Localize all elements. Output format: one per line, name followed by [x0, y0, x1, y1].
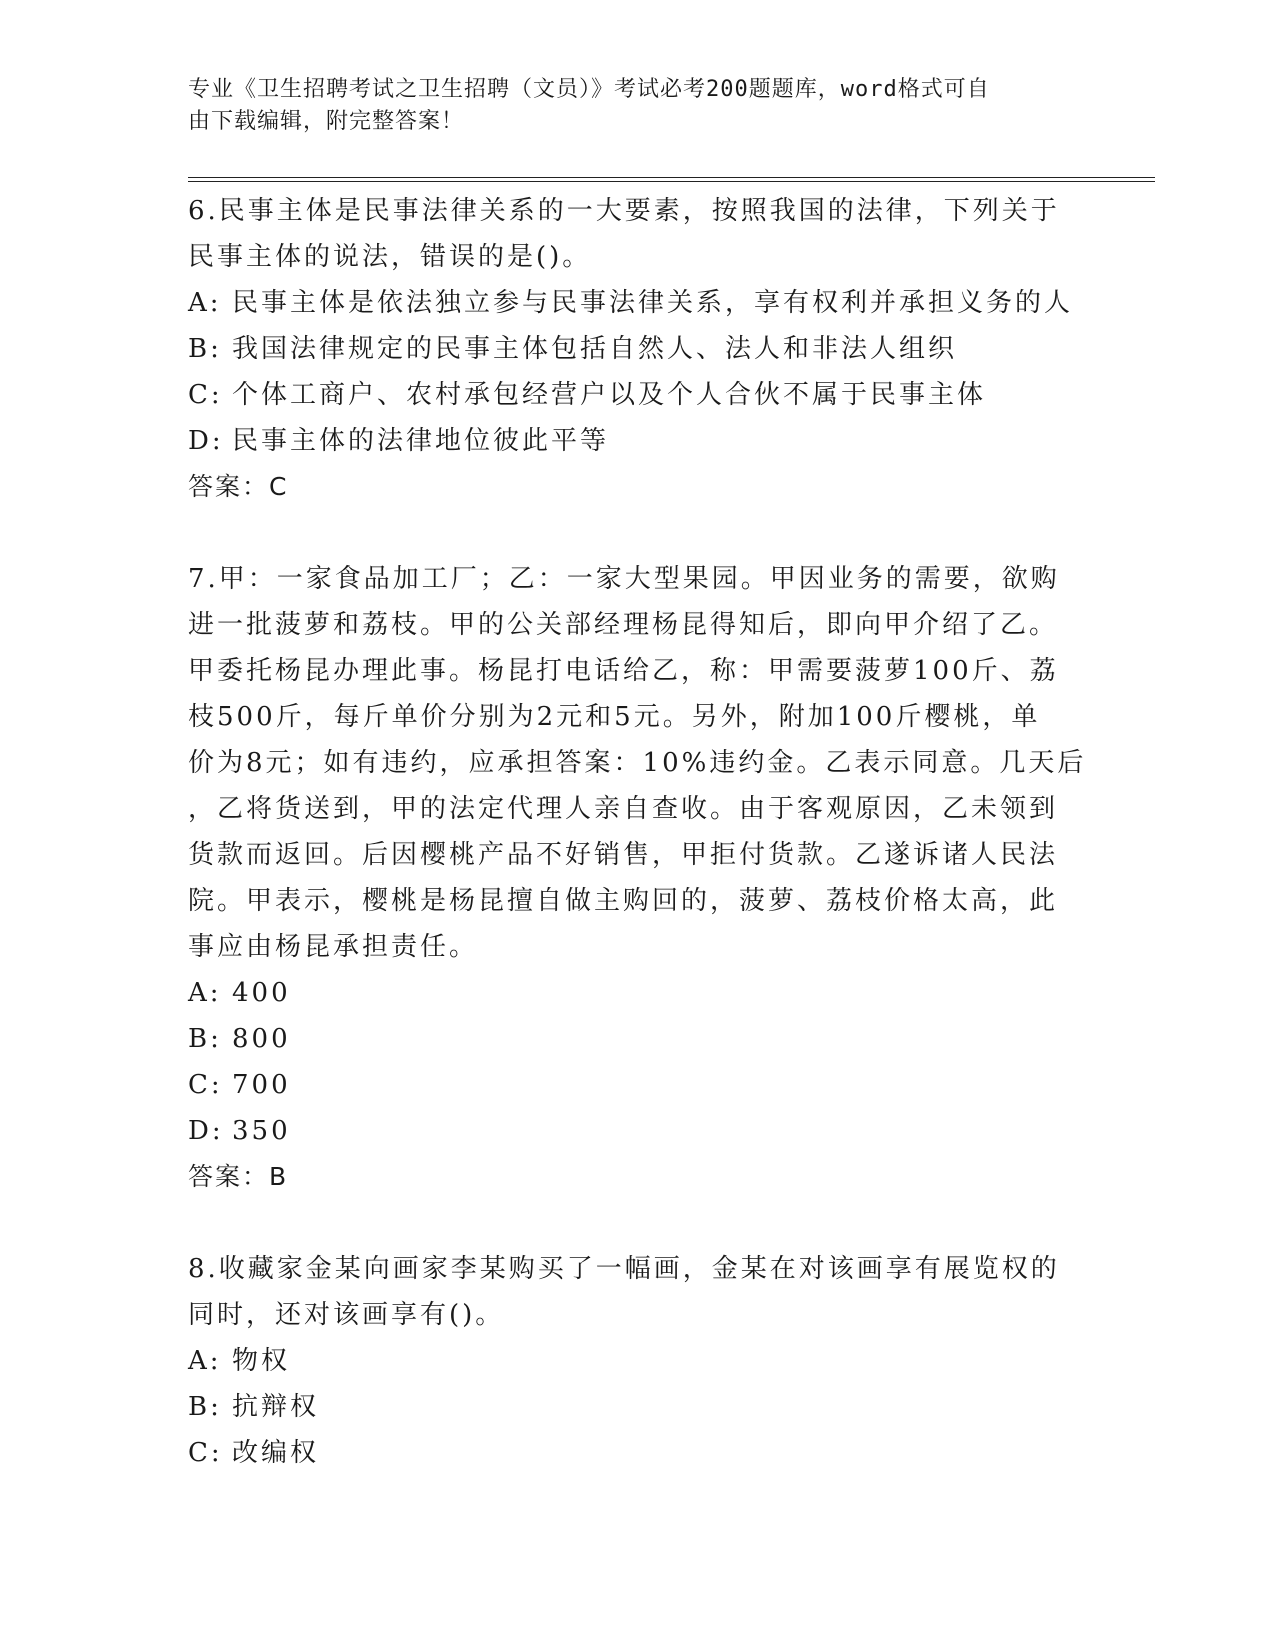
option-text: 350	[232, 1116, 291, 1146]
option-text: 改编权	[232, 1438, 320, 1468]
question-text-line: 甲委托杨昆办理此事。杨昆打电话给乙，称：甲需要菠萝100斤、荔	[188, 656, 1059, 686]
option-a	[188, 1338, 1083, 1384]
option-text: 700	[232, 1070, 291, 1100]
question-text-line: 院。甲表示，樱桃是杨昆擅自做主购回的，菠萝、荔枝价格太高，此	[188, 886, 1059, 916]
option-text: 400	[232, 978, 291, 1008]
option-text: 800	[232, 1024, 291, 1054]
option-c	[188, 1062, 1083, 1108]
question-text-line: 同时，还对该画享有()。	[188, 1300, 505, 1330]
option-d	[188, 1108, 1083, 1154]
option-c	[188, 372, 1083, 418]
option-text: 民事主体的法律地位彼此平等	[232, 426, 610, 456]
question-text-line: 枝500斤，每斤单价分别为2元和5元。另外，附加100斤樱桃，单	[188, 702, 1041, 732]
answer-line: 答案：C	[188, 472, 289, 501]
option-a	[188, 280, 1083, 326]
question-text-line: 7.甲：一家食品加工厂；乙：一家大型果园。甲因业务的需要，欲购	[188, 564, 1060, 594]
question-text-line: 货款而返回。后因樱桃产品不好销售，甲拒付货款。乙遂诉诸人民法	[188, 840, 1059, 870]
header-title-line-2: 由下载编辑，附完整答案！	[188, 109, 465, 134]
option-b	[188, 1016, 1083, 1062]
option-text: 个体工商户、农村承包经营户以及个人合伙不属于民事主体	[232, 380, 987, 410]
question-8	[188, 1246, 1083, 1476]
option-letter: B:	[188, 334, 222, 364]
option-text: 抗辩权	[232, 1392, 320, 1422]
option-letter: B:	[188, 1024, 222, 1054]
option-letter: B:	[188, 1392, 222, 1422]
question-text-line: 事应由杨昆承担责任。	[188, 932, 479, 962]
question-6	[188, 188, 1083, 510]
option-letter: C:	[188, 1070, 223, 1100]
header-title-line-1: 专业《卫生招聘考试之卫生招聘（文员）》考试必考200题题库，word格式可自	[188, 77, 990, 102]
option-text: 物权	[232, 1346, 291, 1376]
question-7	[188, 556, 1087, 1200]
option-letter: D:	[188, 1116, 224, 1146]
option-a	[188, 970, 1083, 1016]
question-list	[188, 188, 1087, 1476]
question-text-line: 6.民事主体是民事法律关系的一大要素，按照我国的法律，下列关于	[188, 196, 1060, 226]
question-text-line: 民事主体的说法，错误的是()。	[188, 242, 592, 272]
question-text-line: 8.收藏家金某向画家李某购买了一幅画，金某在对该画享有展览权的	[188, 1254, 1060, 1284]
option-b	[188, 326, 1083, 372]
option-c	[188, 1430, 1083, 1476]
option-d	[188, 418, 1083, 464]
option-letter: C:	[188, 1438, 223, 1468]
option-letter: A:	[188, 1346, 222, 1376]
option-letter: A:	[188, 288, 222, 318]
option-letter: C:	[188, 380, 223, 410]
option-letter: D:	[188, 426, 224, 456]
question-text-line: 进一批菠萝和荔枝。甲的公关部经理杨昆得知后，即向甲介绍了乙。	[188, 610, 1059, 640]
option-text: 民事主体是依法独立参与民事法律关系，享有权利并承担义务的人	[232, 288, 1074, 318]
question-text-line: 价为8元；如有违约，应承担答案：10%违约金。乙表示同意。几天后	[188, 748, 1087, 778]
option-letter: A:	[188, 978, 222, 1008]
spacer	[188, 1200, 1083, 1246]
option-b	[188, 1384, 1083, 1430]
option-text: 我国法律规定的民事主体包括自然人、法人和非法人组织	[232, 334, 958, 364]
header-divider	[188, 177, 1155, 182]
document-header	[188, 74, 1088, 138]
spacer	[188, 510, 1083, 556]
question-text-line: ，乙将货送到，甲的法定代理人亲自查收。由于客观原因，乙未领到	[188, 794, 1059, 824]
answer-line: 答案：B	[188, 1162, 289, 1191]
